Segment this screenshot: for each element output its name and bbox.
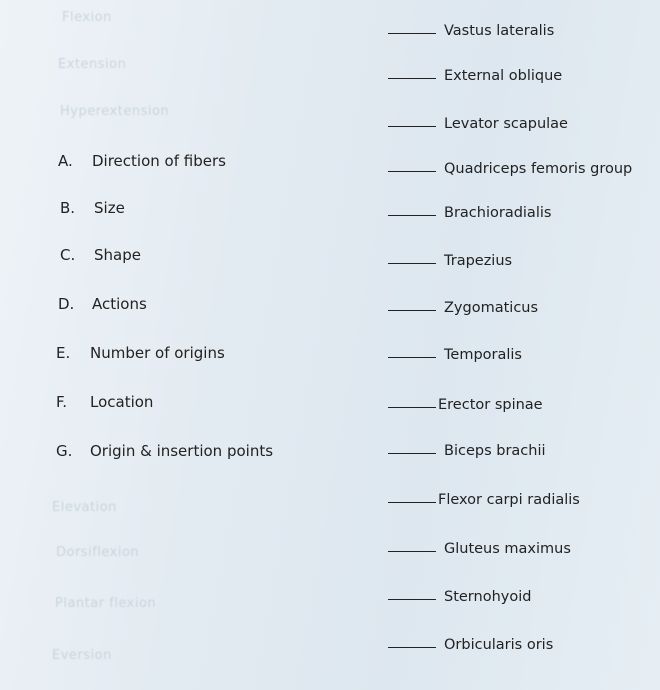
ghost-text: Hyperextension xyxy=(60,104,170,119)
muscle-item xyxy=(388,540,571,558)
ghost-text: Elevation xyxy=(52,500,117,515)
category-item xyxy=(56,393,153,411)
muscle-name: Levator scapulae xyxy=(444,116,568,132)
muscle-name: Flexor carpi radialis xyxy=(438,492,580,508)
ghost-text: Flexion xyxy=(62,10,112,25)
muscle-item xyxy=(388,67,562,85)
muscle-item xyxy=(388,346,522,364)
category-label: Actions xyxy=(92,295,147,313)
answer-blank[interactable] xyxy=(388,551,436,552)
category-item xyxy=(60,199,125,217)
category-letter: A. xyxy=(58,152,73,170)
category-item xyxy=(58,295,147,313)
answer-blank[interactable] xyxy=(388,215,436,216)
category-letter: D. xyxy=(58,295,75,313)
category-label: Size xyxy=(94,199,125,217)
answer-blank[interactable] xyxy=(388,453,436,454)
muscle-name: Brachioradialis xyxy=(444,205,552,221)
category-letter: E. xyxy=(56,344,71,362)
muscle-item xyxy=(388,588,531,606)
category-label: Origin & insertion points xyxy=(90,442,274,460)
category-label: Direction of fibers xyxy=(92,152,226,170)
answer-blank[interactable] xyxy=(388,357,436,358)
muscle-name: Zygomaticus xyxy=(444,300,539,316)
muscle-name: External oblique xyxy=(444,68,563,84)
answer-blank[interactable] xyxy=(388,171,436,172)
muscle-name: Vastus lateralis xyxy=(444,23,555,39)
answer-blank[interactable] xyxy=(388,126,436,127)
answer-blank[interactable] xyxy=(388,263,436,264)
category-letter: B. xyxy=(60,199,76,217)
muscle-name: Erector spinae xyxy=(438,397,543,413)
answer-blank[interactable] xyxy=(388,310,436,311)
category-label: Shape xyxy=(94,246,141,264)
muscle-name: Orbicularis oris xyxy=(444,637,554,653)
muscle-item xyxy=(388,491,580,509)
answer-blank[interactable] xyxy=(388,33,436,34)
muscle-item xyxy=(388,252,512,270)
category-letter: G. xyxy=(56,442,73,460)
muscle-item xyxy=(388,115,568,133)
muscle-item xyxy=(388,396,543,414)
muscle-item xyxy=(388,442,546,460)
ghost-text: Plantar flexion xyxy=(55,596,157,611)
answer-blank[interactable] xyxy=(388,647,436,648)
ghost-text: Dorsiflexion xyxy=(56,545,140,560)
category-item xyxy=(60,246,141,264)
category-item xyxy=(56,442,273,460)
answer-blank[interactable] xyxy=(388,502,436,503)
category-letter: F. xyxy=(56,393,67,411)
category-label: Number of origins xyxy=(90,344,225,362)
category-item xyxy=(56,344,225,362)
muscle-item xyxy=(388,160,632,178)
muscle-name: Quadriceps femoris group xyxy=(444,161,633,177)
ghost-text: Extension xyxy=(58,57,127,72)
muscle-item xyxy=(388,636,553,654)
muscle-name: Trapezius xyxy=(444,253,513,269)
muscle-name: Gluteus maximus xyxy=(444,541,571,557)
category-letter: C. xyxy=(60,246,76,264)
muscle-name: Temporalis xyxy=(444,347,522,363)
muscle-name: Biceps brachii xyxy=(444,443,546,459)
category-label: Location xyxy=(90,393,154,411)
muscle-item xyxy=(388,22,554,40)
category-item xyxy=(58,152,226,170)
answer-blank[interactable] xyxy=(388,599,436,600)
muscle-name: Sternohyoid xyxy=(444,589,532,605)
answer-blank[interactable] xyxy=(388,78,436,79)
answer-blank[interactable] xyxy=(388,407,436,408)
ghost-text: Eversion xyxy=(52,648,112,663)
muscle-item xyxy=(388,204,551,222)
muscle-item xyxy=(388,299,538,317)
